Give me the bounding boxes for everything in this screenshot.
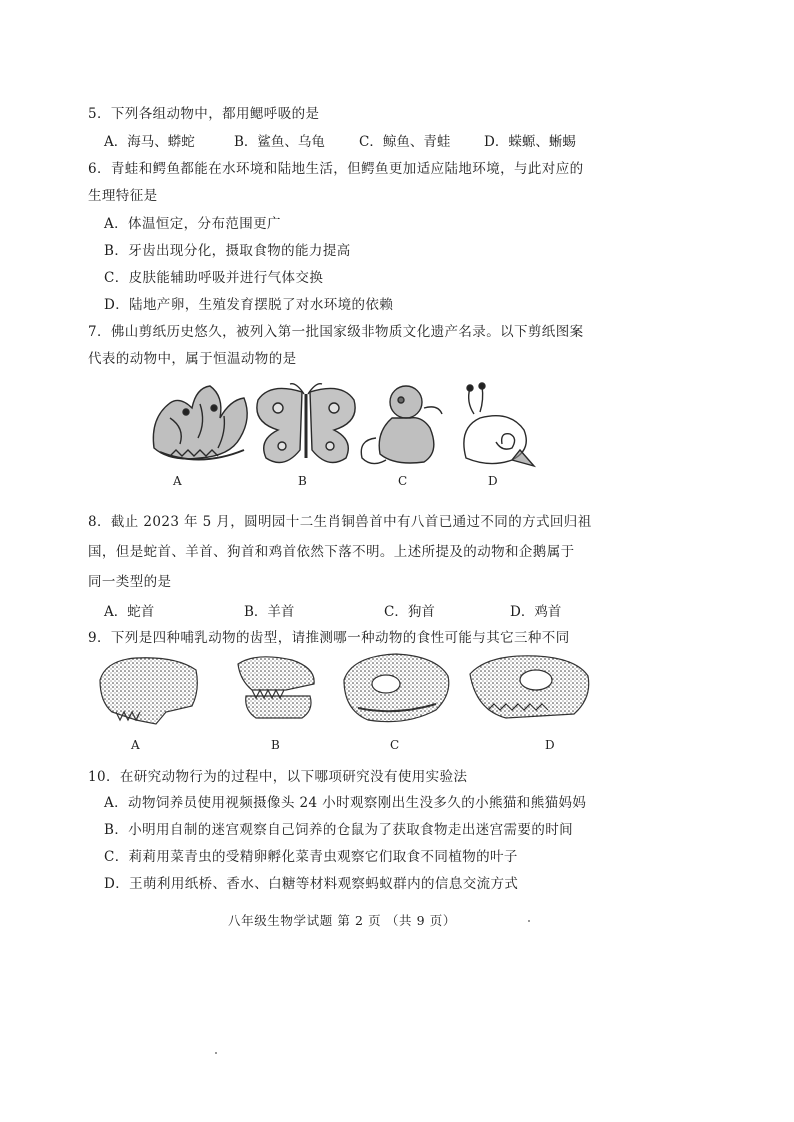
q6-option-c: C．皮肤能辅助呼吸并进行气体交换 bbox=[104, 270, 324, 286]
q6-option-b: B．牙齿出现分化，摄取食物的能力提高 bbox=[104, 243, 351, 259]
q5-option-a: A．海马、蟒蛇 bbox=[104, 134, 195, 150]
q8-options bbox=[104, 600, 604, 620]
skull-a-image bbox=[100, 658, 197, 724]
q6-stem-line2: 生理特征是 bbox=[88, 188, 158, 204]
page-footer: 八年级生物学试题 第 2 页 （共 9 页） bbox=[228, 913, 456, 928]
q8-stem-line1: 8．截止 2023 年 5 月，圆明园十二生肖铜兽首中有八首已通过不同的方式回归祖 bbox=[88, 514, 592, 530]
scan-speck bbox=[528, 920, 530, 922]
q9-label-c: C bbox=[390, 738, 400, 752]
q7-label-a: A bbox=[173, 474, 182, 488]
q7-label-d: D bbox=[488, 474, 498, 488]
q5-stem: 5．下列各组动物中，都用鳃呼吸的是 bbox=[88, 106, 320, 122]
q8-stem-line2: 国，但是蛇首、羊首、狗首和鸡首依然下落不明。上述所提及的动物和企鹅属于 bbox=[88, 544, 575, 560]
q6-option-d: D．陆地产卵，生殖发育摆脱了对水环境的依赖 bbox=[104, 297, 394, 313]
q7-label-b: B bbox=[298, 474, 307, 488]
q7-stem-line2: 代表的动物中，属于恒温动物的是 bbox=[88, 351, 297, 367]
q5-option-d: D．蝾螈、蜥蜴 bbox=[484, 134, 576, 150]
q8-option-c: C．狗首 bbox=[384, 604, 435, 620]
q9-stem: 9．下列是四种哺乳动物的齿型，请推测哪一种动物的食性可能与其它三种不同 bbox=[88, 630, 570, 646]
q10-option-b: B．小明用自制的迷宫观察自己饲养的仓鼠为了获取食物走出迷宫需要的时间 bbox=[104, 822, 574, 838]
q7-stem-line1: 7．佛山剪纸历史悠久，被列入第一批国家级非物质文化遗产名录。以下剪纸图案 bbox=[88, 324, 584, 340]
q5-option-c: C．鲸鱼、青蛙 bbox=[359, 134, 451, 150]
q6-option-a: A．体温恒定，分布范围更广 bbox=[104, 216, 281, 232]
q5-option-b: B．鲨鱼、乌龟 bbox=[234, 134, 325, 150]
papercut-snail-image bbox=[464, 383, 534, 466]
q8-stem-line3: 同一类型的是 bbox=[88, 574, 172, 590]
skull-c-image bbox=[344, 654, 449, 722]
q6-stem-line1: 6．青蛙和鳄鱼都能在水环境和陆地生活，但鳄鱼更加适应陆地环境，与此对应的 bbox=[88, 161, 584, 177]
q9-skull-figures bbox=[96, 650, 596, 732]
q8-option-d: D．鸡首 bbox=[510, 604, 562, 620]
q9-label-d: D bbox=[545, 738, 555, 752]
scan-speck bbox=[215, 1052, 217, 1054]
skull-d-image bbox=[470, 656, 589, 718]
papercut-monkey-image bbox=[361, 386, 442, 464]
q8-option-b: B．羊首 bbox=[244, 604, 295, 620]
skull-b-image bbox=[238, 657, 314, 718]
q7-papercut-figures bbox=[140, 378, 540, 470]
q9-label-b: B bbox=[271, 738, 280, 752]
papercut-birds-image bbox=[153, 386, 247, 460]
q5-options bbox=[104, 130, 604, 150]
q10-option-d: D．王萌利用纸桥、香水、白糖等材料观察蚂蚁群内的信息交流方式 bbox=[104, 876, 519, 892]
q9-label-a: A bbox=[131, 738, 140, 752]
q7-label-c: C bbox=[398, 474, 408, 488]
papercut-butterfly-image bbox=[257, 384, 355, 463]
q8-option-a: A．蛇首 bbox=[104, 604, 155, 620]
q10-option-c: C．莉莉用菜青虫的受精卵孵化菜青虫观察它们取食不同植物的叶子 bbox=[104, 849, 518, 865]
q10-stem: 10．在研究动物行为的过程中，以下哪项研究没有使用实验法 bbox=[88, 769, 468, 785]
q10-option-a: A．动物饲养员使用视频摄像头 24 小时观察刚出生没多久的小熊猫和熊猫妈妈 bbox=[104, 795, 587, 811]
